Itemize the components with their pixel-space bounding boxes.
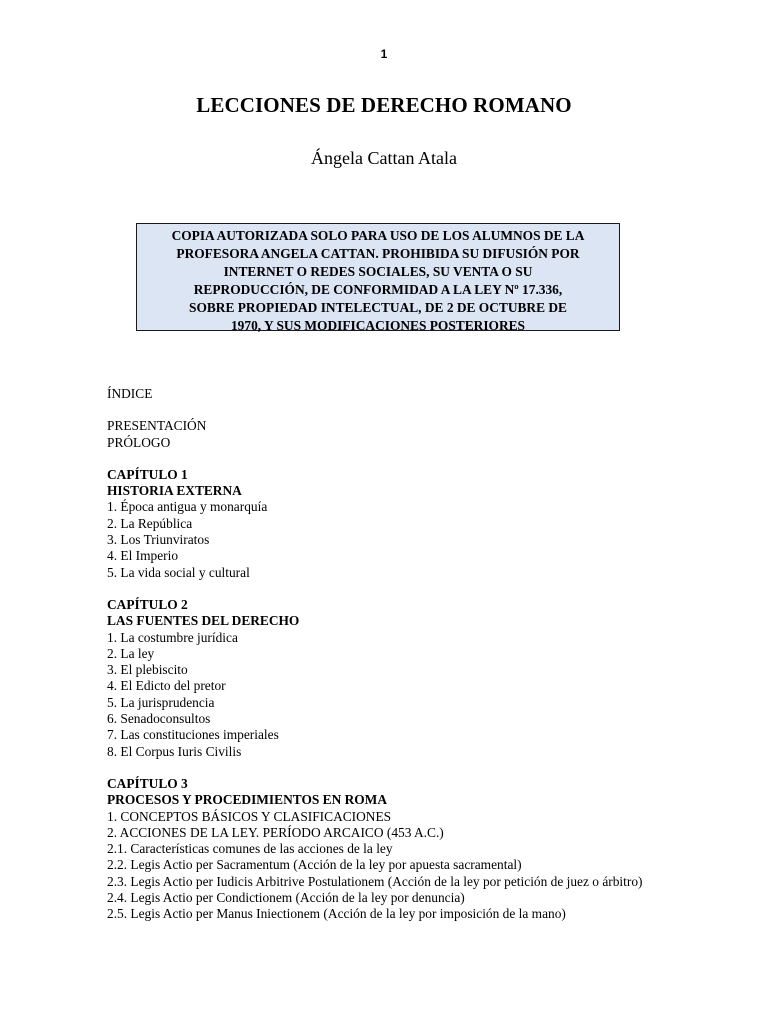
page-number: 1	[380, 47, 388, 61]
toc-item: 5. La vida social y cultural	[107, 564, 250, 580]
notice-line: PROFESORA ANGELA CATTAN. PROHIBIDA SU DIFUSIÓN POR	[176, 246, 580, 261]
chapter-2	[107, 597, 767, 760]
toc-item: 1. CONCEPTOS BÁSICOS Y CLASIFICACIONES	[107, 808, 392, 824]
chapter-3	[107, 776, 767, 923]
toc-item: 2. ACCIONES DE LA LEY. PERÍODO ARCAICO (453 A.C.)	[107, 824, 444, 840]
table-of-contents	[107, 386, 767, 923]
copyright-notice-box	[136, 223, 620, 331]
document-author: Ángela Cattan Atala	[311, 148, 457, 168]
toc-item: 2.5. Legis Actio per Manus Iniectionem (Acción de la ley por imposición de la mano)	[107, 906, 566, 922]
toc-item: 4. El Edicto del pretor	[107, 678, 226, 694]
document-title: LECCIONES DE DERECHO ROMANO	[196, 93, 572, 117]
notice-line: REPRODUCCIÓN, DE CONFORMIDAD A LA LEY Nº 17.336,	[193, 282, 563, 297]
toc-item: 2. La ley	[107, 645, 155, 661]
toc-item: 8. El Corpus Iuris Civilis	[107, 743, 242, 759]
toc-item: 5. La jurisprudencia	[107, 694, 215, 710]
toc-item: 3. Los Triunviratos	[107, 532, 210, 548]
front-matter	[107, 418, 767, 451]
toc-entry-prologo: PRÓLOGO	[107, 434, 171, 450]
toc-item: 1. Época antigua y monarquía	[107, 499, 268, 515]
toc-item: 6. Senadoconsultos	[107, 711, 211, 727]
index-heading: ÍNDICE	[107, 386, 153, 401]
notice-line: COPIA AUTORIZADA SOLO PARA USO DE LOS ALUMNOS DE LA	[171, 228, 585, 243]
toc-item: 2.1. Características comunes de las acciones de la ley	[107, 841, 393, 857]
toc-item: 2.3. Legis Actio per Iudicis Arbitrive Postulationem (Acción de la ley por petición de juez o árbitro)	[107, 873, 643, 889]
toc-item: 2.4. Legis Actio per Condictionem (Acción de la ley por denuncia)	[107, 890, 465, 906]
toc-item: 1. La costumbre jurídica	[107, 629, 238, 645]
toc-item: 7. Las constituciones imperiales	[107, 727, 279, 743]
chapter-title: PROCESOS Y PROCEDIMIENTOS EN ROMA	[107, 792, 387, 808]
toc-entry-presentacion: PRESENTACIÓN	[107, 418, 207, 434]
chapter-title: HISTORIA EXTERNA	[107, 483, 242, 499]
chapter-1	[107, 467, 767, 581]
chapter-label: CAPÍTULO 3	[107, 775, 188, 791]
chapter-label: CAPÍTULO 1	[107, 466, 188, 482]
toc-item: 2.2. Legis Actio per Sacramentum (Acción de la ley por apuesta sacramental)	[107, 857, 522, 873]
toc-item: 2. La República	[107, 515, 193, 531]
notice-line: INTERNET O REDES SOCIALES, SU VENTA O SU	[223, 264, 533, 279]
notice-line: 1970, Y SUS MODIFICACIONES POSTERIORES	[230, 318, 526, 333]
chapter-label: CAPÍTULO 2	[107, 596, 188, 612]
toc-item: 3. El plebiscito	[107, 662, 188, 678]
toc-item: 4. El Imperio	[107, 548, 179, 564]
chapter-title: LAS FUENTES DEL DERECHO	[107, 613, 300, 629]
notice-line: SOBRE PROPIEDAD INTELECTUAL, DE 2 DE OCTUBRE DE	[189, 300, 567, 315]
